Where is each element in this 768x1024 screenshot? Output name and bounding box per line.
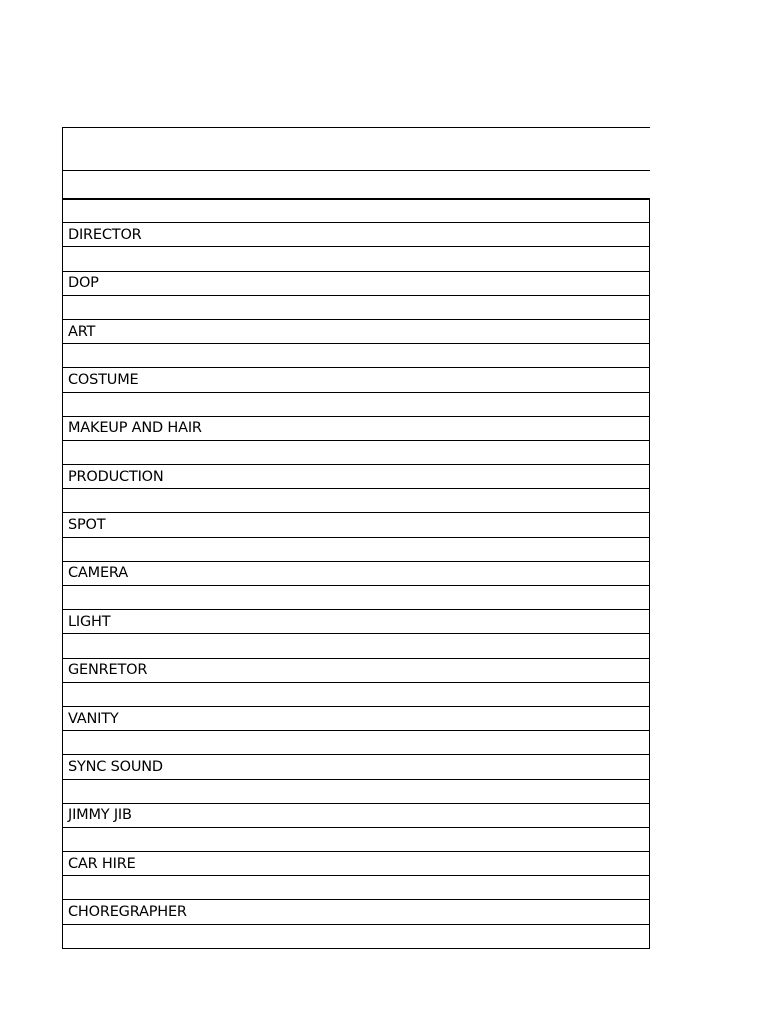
crew-row: VANITY [63, 707, 649, 731]
blank-row [63, 199, 649, 223]
blank-row [63, 538, 649, 562]
crew-row: ART [63, 320, 649, 344]
crew-row: DOP [63, 272, 649, 296]
crew-list-table [62, 199, 650, 949]
crew-sheet [62, 127, 650, 949]
crew-row: CHOREGRAPHER [63, 900, 649, 924]
blank-row [63, 634, 649, 658]
crew-row: SPOT [63, 513, 649, 537]
crew-row: LIGHT [63, 610, 649, 634]
sheet-header-cell [62, 127, 650, 171]
crew-row: COSTUME [63, 368, 649, 392]
blank-row [63, 731, 649, 755]
blank-row [63, 344, 649, 368]
crew-row: CAR HIRE [63, 852, 649, 876]
crew-row: GENRETOR [63, 659, 649, 683]
blank-row [63, 393, 649, 417]
blank-row [63, 780, 649, 804]
crew-row: JIMMY JIB [63, 804, 649, 828]
blank-row [63, 247, 649, 271]
blank-row [63, 925, 649, 949]
crew-row: CAMERA [63, 562, 649, 586]
blank-row [63, 296, 649, 320]
blank-row [63, 683, 649, 707]
crew-row: MAKEUP AND HAIR [63, 417, 649, 441]
blank-row [63, 586, 649, 610]
crew-row: SYNC SOUND [63, 755, 649, 779]
sheet-subheader-cell [62, 171, 650, 199]
blank-row [63, 489, 649, 513]
crew-row: DIRECTOR [63, 223, 649, 247]
blank-row [63, 828, 649, 852]
crew-row: PRODUCTION [63, 465, 649, 489]
blank-row [63, 441, 649, 465]
blank-row [63, 876, 649, 900]
